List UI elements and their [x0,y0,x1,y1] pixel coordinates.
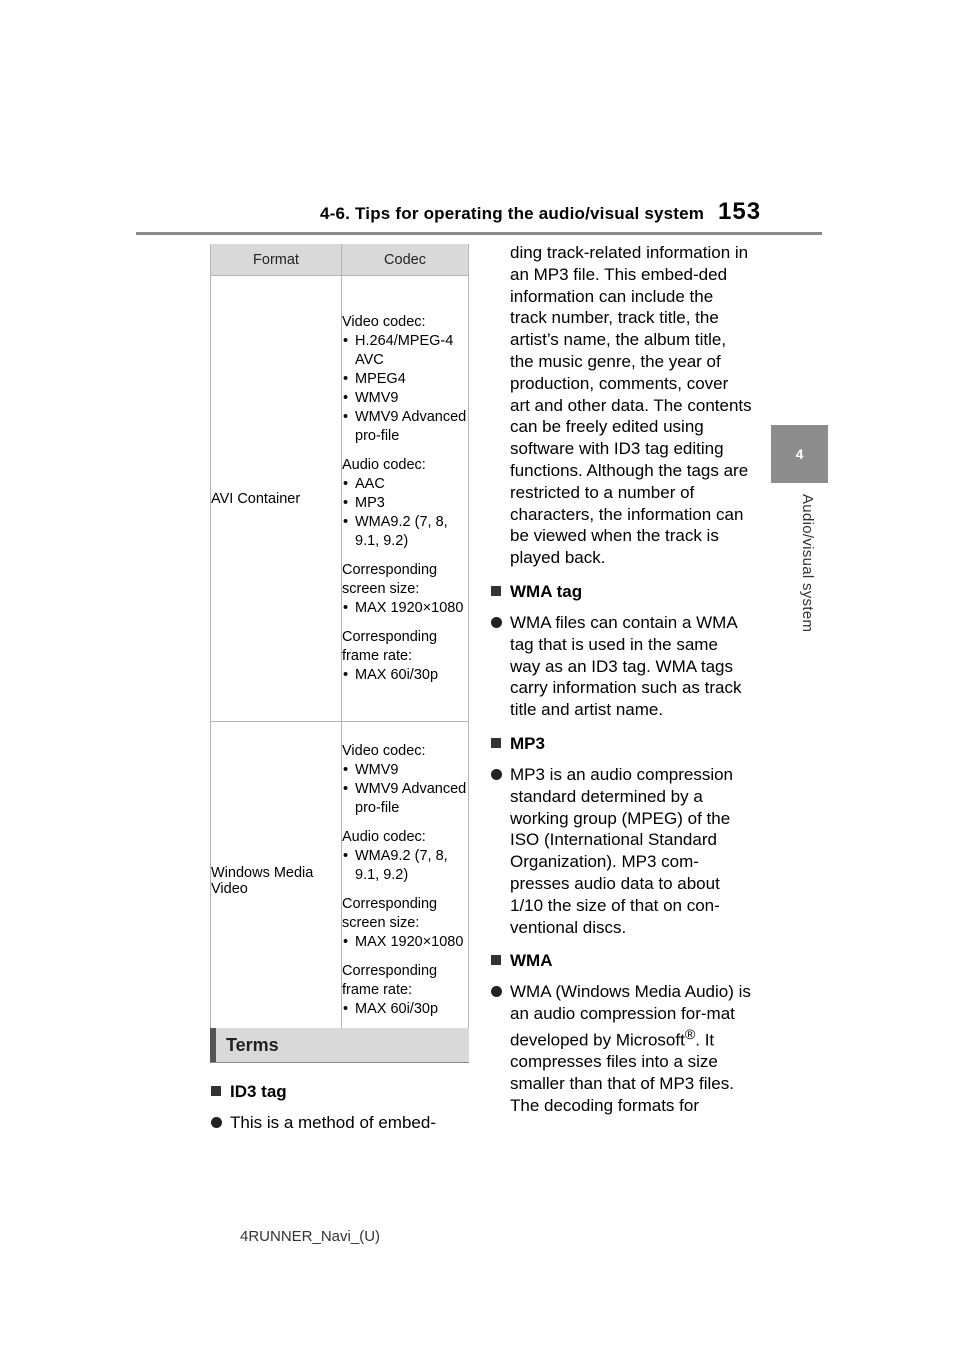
codec-item: • MAX 60i/30p [342,1000,468,1019]
codec-group [342,895,468,952]
wma-bullet-part-b: . It compresses files into a size smaller than that of MP3 files. The decoding formats for [510,1030,734,1115]
codec-group-label: Corresponding frame rate: [342,963,438,998]
codec-group-label: Audio codec: [342,829,426,845]
codec-item: • MP3 [342,494,468,513]
codec-group-label: Corresponding frame rate: [342,628,438,664]
chapter-number: 4 [795,446,804,462]
format-cell: Windows Media Video [211,722,342,1040]
codec-item: • MAX 1920×1080 [342,933,468,952]
wma-heading: WMA [490,950,752,971]
footer-model-code: 4RUNNER_Navi_(U) [240,1228,381,1245]
codec-item: • WMV9 Advanced pro-file [342,408,468,446]
page-number: 153 [718,198,762,225]
id3-tag-bullet-continued: ding track-related information in an MP3 file. This embed-ded information can include the track number, track title, the artist’s name, the album title, the music genre, the year of production, comments, cover art and other data. The contents can be freely edited using software with ID3 tag editing functions. Although the tags are restricted to a number of characters, the information can be viewed when the track is played back. [510,243,752,568]
codec-item: • MAX 60i/30p [342,666,468,685]
table-row [211,722,469,1040]
codec-group [342,456,468,551]
codec-item: • WMA9.2 (7, 8, 9.1, 9.2) [342,513,468,551]
codec-table [210,244,469,1040]
table-header-format: Format [211,245,342,276]
right-column-text [490,242,752,1117]
codec-cell [342,722,469,1040]
wma-tag-bullet: WMA files can contain a WMA tag that is used in the same way as an ID3 tag. WMA tags carry information such as track title and artist name. [490,612,752,721]
format-cell: AVI Container [211,276,342,722]
codec-group-label: Corresponding screen size: [342,896,438,931]
codec-item: • WMV9 [342,761,468,780]
table-row [211,276,469,722]
mp3-bullet: MP3 is an audio compression standard determined by a working group (MPEG) of the ISO (International Standard Organization). MP3 com-presses audio data to about 1/10 the size of that on con-ventional discs. [490,764,752,938]
wma-bullet [490,981,752,1116]
terms-heading [210,1028,469,1062]
chapter-tab [771,425,828,483]
codec-item: • MPEG4 [342,370,468,389]
codec-group [342,828,468,885]
codec-item: • WMV9 [342,389,468,408]
codec-group-label: Audio codec: [342,456,426,473]
registered-mark: ® [684,1026,696,1043]
id3-tag-heading: ID3 tag [210,1081,480,1102]
codec-item: • WMA9.2 (7, 8, 9.1, 9.2) [342,847,468,885]
codec-item: • WMV9 Advanced pro-file [342,780,468,818]
codec-group [342,561,468,618]
chapter-label: Audio/visual system [799,494,816,633]
mp3-heading: MP3 [490,733,752,754]
wma-tag-heading: WMA tag [490,581,752,602]
terms-heading-label: Terms [226,1034,279,1055]
codec-group [342,628,468,685]
codec-group-label: Corresponding screen size: [342,561,438,597]
codec-item: • MAX 1920×1080 [342,599,468,618]
header-divider [136,232,822,235]
codec-group-label: Video codec: [342,313,426,330]
codec-group-label: Video codec: [342,743,426,759]
codec-group [342,962,468,1019]
codec-group [342,742,468,818]
left-column-text [210,1069,480,1134]
wma-bullet-part-a: WMA (Windows Media Audio) is an audio compression for-mat developed by Microsoft [510,982,751,1050]
table-header-codec: Codec [342,245,469,276]
codec-group [342,313,468,446]
id3-tag-bullet-start: This is a method of embed- [210,1112,480,1134]
codec-item: • AAC [342,475,468,494]
codec-item: • H.264/MPEG-4 AVC [342,332,468,370]
codec-cell [342,276,469,722]
section-title: 4-6. Tips for operating the audio/visual system [320,204,705,223]
terms-divider [210,1062,469,1063]
